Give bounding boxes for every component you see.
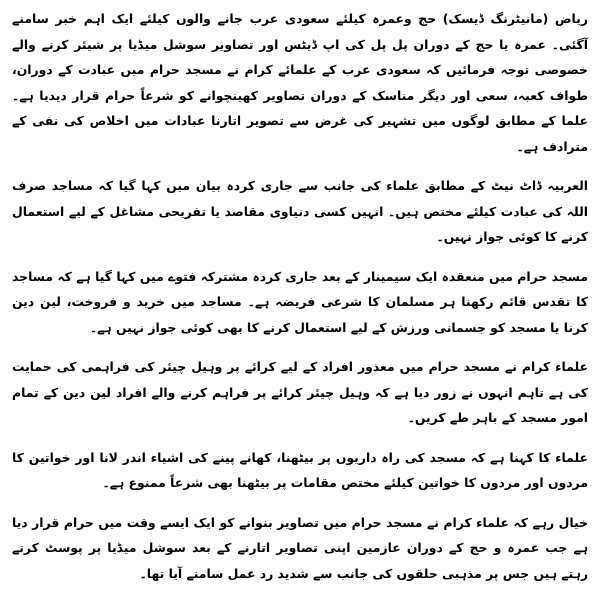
paragraph-seminar-fatwa: مسجد حرام میں منعقدہ ایک سیمینار کے بعد جاری کردہ مشترکہ فتوے میں کہا گیا ہے کہ مساجد کا تقدس قائم رکھنا ہر مسلمان کا شرعی فریضہ ہے۔ مساجد میں خرید و فروخت، لین دین کرنا یا مسجد کو جسمانی ورزش کے لیے استعمال کرنے کا بھی کوئی جواز نہیں ہے۔: [12, 268, 588, 335]
paragraph-prohibitions: علماء کا کہنا ہے کہ مسجد کی راہ داریوں پر بیٹھنا، کھانے پینے کی اشیاء اندر لانا اور خواتین کا مردوں اور مردوں کا خواتین کیلئے مختص مقامات پر بیٹھنا بھی شرعاً ممنوع ہے۔: [12, 449, 588, 490]
paragraph-alarabiya-statement: العربیہ ڈاٹ نیٹ کے مطابق علماء کی جانب سے جاری کردہ بیان میں کہا گیا کہ مساجد صرف اللہ کی عبادت کیلئے مختص ہیں۔ انہیں کسی دنیاوی مقاصد یا تفریحی مشاغل کے لیے استعمال کرنے کا کوئی جواز نہیں۔: [12, 178, 588, 244]
paragraph-wheelchair: علماء کرام نے مسجد حرام میں معذور افراد کے لیے کرائے پر وہیل چیئر کی فراہمی کی حمایت کی ہے تاہم انہوں نے زور دیا ہے کہ وہیل چیئر کرائے پر فراہم کرنے والے افراد لین دین کے تمام امور مسجد کے باہر طے کریں۔: [12, 359, 588, 425]
paragraph-intro: ریاض (مانیٹرنگ ڈیسک) حج وعمرہ کیلئے سعودی عرب جانے والوں کیلئے ایک اہم خبر سامنے آگئی۔ عمرہ یا حج کے دوران پل پل کی اپ ڈیٹس اور تصاویر سوشل میڈیا پر شیئر کرنے والے خصوصی توجہ فرمائیں کہ سعودی عرب کے علمائے کرام نے مسجد حرام میں عبادت کے دوران، طواف کعبہ، سعی اور دیگر مناسک کے دوران تصاویر کھینچوانے کو شرعاً حرام قرار دیدیا ہے۔ علما کے مطابق لوگوں میں تشہیر کی غرض سے تصویر اتارنا عبادات میں اخلاص کی نفی کے مترادف ہے۔: [12, 11, 588, 154]
paragraph-closing: خیال رہے کہ علماء کرام نے مسجد حرام میں تصاویر بنوانے کو ایک ایسے وقت میں حرام قرار دیا ہے جب عمرہ و حج کے دوران عازمین اپنی تصاویر اتارنے کے بعد سوشل میڈیا پر پوسٹ کرتے رہتے ہیں جس پر مذہبی حلقوں کی جانب سے شدید رد عمل سامنے آیا تھا۔: [12, 514, 588, 581]
